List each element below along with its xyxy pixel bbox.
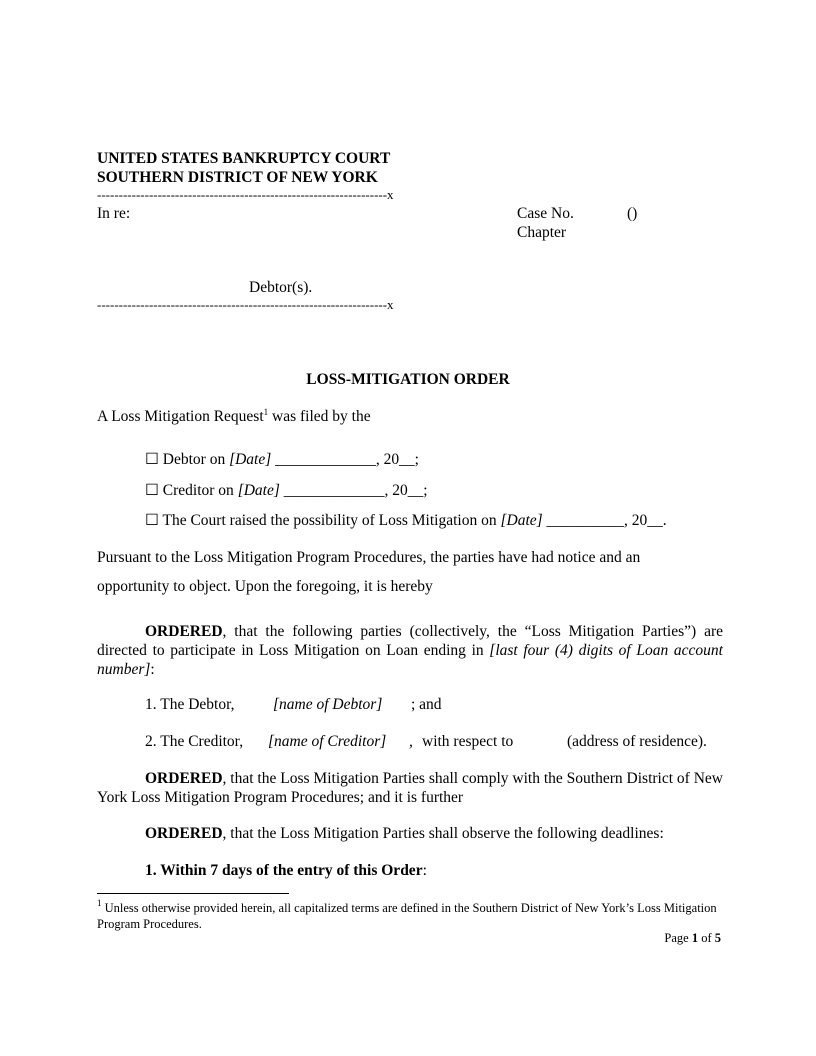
- page-label: Page: [664, 931, 692, 945]
- court-name: UNITED STATES BANKRUPTCY COURT: [97, 150, 391, 167]
- deadline-heading-text: 1. Within 7 days of the entry of this Order: [145, 862, 423, 879]
- deadline-heading: [145, 862, 427, 880]
- ordered-text: , that the Loss Mitigation Parties shall observe the following deadlines:: [222, 825, 664, 842]
- respect-text: with respect to: [422, 733, 514, 750]
- page-of: of: [698, 931, 715, 945]
- request-line: [97, 408, 371, 426]
- case-no-label: Case No.: [517, 205, 574, 222]
- in-re-label: In re:: [97, 205, 131, 222]
- date-placeholder: [Date]: [229, 451, 272, 468]
- party-debtor-end: ; and: [411, 696, 442, 713]
- party-creditor-label: 2. The Creditor,: [145, 733, 244, 750]
- address-placeholder: (address of residence).: [567, 733, 707, 750]
- footnote: [97, 900, 723, 932]
- ordered-paragraph-deadlines: [145, 825, 664, 843]
- date-blank: _____________, 20__;: [279, 482, 428, 499]
- caption-dash-line-top: -------------------------------------------------------------------x: [97, 187, 394, 202]
- chapter-label: Chapter: [517, 224, 567, 241]
- ordered-paragraph-parties: [97, 622, 723, 679]
- option-label: Creditor on: [158, 482, 238, 499]
- page-total: 5: [714, 931, 721, 945]
- request-text-end: was filed by the: [268, 408, 371, 425]
- date-placeholder: [Date]: [500, 512, 543, 529]
- request-text: A Loss Mitigation Request: [97, 408, 264, 425]
- footnote-number: 1: [97, 898, 102, 908]
- case-no-value: (): [627, 205, 638, 222]
- footnote-ref: 1: [263, 407, 269, 417]
- pursuant-line-1: Pursuant to the Loss Mitigation Program Procedures, the parties have had notice and an: [97, 549, 641, 566]
- ordered-paragraph-comply: [97, 769, 723, 807]
- page-title: LOSS-MITIGATION ORDER: [306, 371, 510, 388]
- party-debtor-label: 1. The Debtor,: [145, 696, 235, 713]
- checkbox-icon[interactable]: ☐: [145, 451, 159, 468]
- option-debtor: [145, 450, 419, 469]
- date-blank: __________, 20__.: [542, 512, 667, 529]
- option-label: Debtor on: [158, 451, 230, 468]
- page-number: [600, 931, 721, 946]
- option-creditor: [145, 481, 428, 500]
- ordered-keyword: ORDERED: [145, 770, 223, 787]
- option-court: [145, 511, 667, 530]
- deadline-heading-end: :: [422, 862, 427, 879]
- date-placeholder: [Date]: [237, 482, 280, 499]
- ordered-text: , that the Loss Mitigation Parties shall comply with the Southern District of New York Loss Mitigation Program Procedures; and it is further: [97, 770, 723, 806]
- date-blank: _____________, 20__;: [271, 451, 419, 468]
- option-label: The Court raised the possibility of Loss Mitigation on: [158, 512, 501, 529]
- checkbox-icon[interactable]: ☐: [145, 512, 159, 529]
- caption-dash-line-bottom: -------------------------------------------------------------------x: [97, 297, 394, 312]
- footnote-text: Unless otherwise provided herein, all capitalized terms are defined in the Southern District of New York’s Loss Mitigation Program Procedures.: [97, 901, 717, 931]
- ordered-keyword: ORDERED: [145, 623, 223, 640]
- ordered-text: , that the following parties (collectively, the “Loss Mitigation Parties”) are directed to participate in Loss Mitigation on Loan ending in: [97, 623, 723, 659]
- court-district: SOUTHERN DISTRICT OF NEW YORK: [97, 169, 378, 186]
- creditor-comma: ,: [409, 733, 413, 750]
- checkbox-icon[interactable]: ☐: [145, 482, 159, 499]
- pursuant-line-2: opportunity to object. Upon the foregoing, it is hereby: [97, 578, 433, 595]
- ordered-end: :: [150, 661, 155, 678]
- page-current: 1: [691, 931, 699, 945]
- loan-digits-placeholder: [last four (4) digits of Loan account number]: [97, 642, 723, 678]
- ordered-keyword: ORDERED: [145, 825, 223, 842]
- debtors-label: Debtor(s).: [249, 279, 313, 296]
- debtor-name-placeholder: [name of Debtor]: [273, 696, 383, 713]
- footnote-separator: [97, 893, 289, 894]
- creditor-name-placeholder: [name of Creditor]: [268, 733, 387, 750]
